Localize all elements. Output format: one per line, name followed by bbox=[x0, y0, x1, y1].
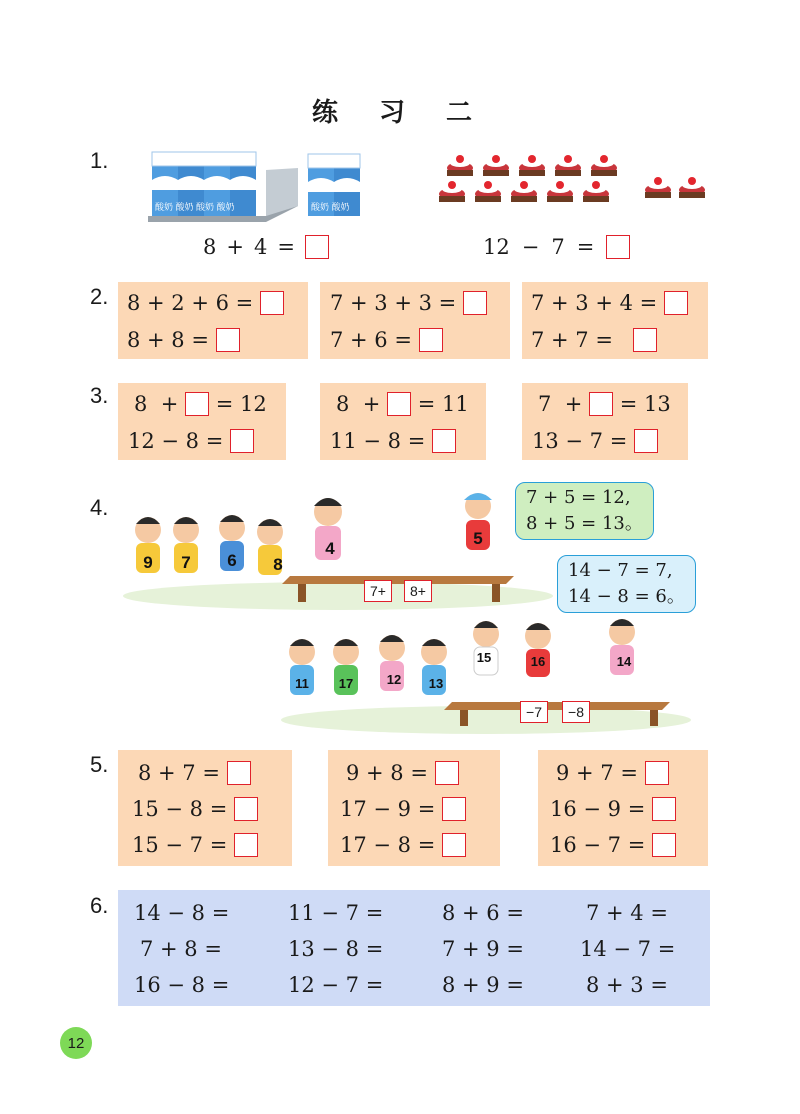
q3-panel-3 bbox=[522, 383, 688, 460]
answer-box[interactable] bbox=[216, 328, 240, 352]
cakes-illustration bbox=[438, 154, 718, 210]
kid-number-17: 17 bbox=[338, 676, 354, 691]
card-plus-7: 7+ bbox=[364, 580, 392, 602]
answer-box[interactable] bbox=[442, 797, 466, 821]
equation-cell: 7 + 8 = bbox=[140, 937, 222, 961]
equation-cell: 14 − 7 = bbox=[580, 937, 676, 961]
equation-cell: 7 + 4 = bbox=[586, 901, 668, 925]
kid-number-9: 9 bbox=[143, 553, 153, 572]
equation-row: 7 + 7 = bbox=[531, 325, 657, 355]
equation-row: 8 + = 11 bbox=[336, 392, 469, 416]
q5-panel-1 bbox=[118, 750, 292, 866]
q2-panel-3 bbox=[522, 282, 708, 359]
kid-number-14: 14 bbox=[616, 654, 632, 669]
answer-box[interactable] bbox=[234, 833, 258, 857]
card-minus-7: −7 bbox=[520, 701, 548, 723]
question-number-3: 3. bbox=[90, 383, 109, 408]
svg-text:酸奶 酸奶: 酸奶 酸奶 bbox=[311, 202, 350, 212]
answer-box[interactable] bbox=[227, 761, 251, 785]
answer-box[interactable] bbox=[234, 797, 258, 821]
answer-box[interactable] bbox=[185, 392, 209, 416]
question-number-6: 6. bbox=[90, 893, 109, 918]
equation-cell: 11 − 7 = bbox=[288, 901, 384, 925]
kid-number-16: 16 bbox=[530, 654, 546, 669]
answer-box[interactable] bbox=[435, 761, 459, 785]
equation-cell: 14 − 8 = bbox=[134, 901, 230, 925]
kid-number-11: 11 bbox=[295, 676, 309, 691]
equation-row: 16 − 9 = bbox=[550, 794, 676, 824]
q6-panel bbox=[118, 890, 710, 1006]
answer-box[interactable] bbox=[463, 291, 487, 315]
q2-panel-2 bbox=[320, 282, 510, 359]
equation-row: 17 − 9 = bbox=[340, 794, 466, 824]
answer-box[interactable] bbox=[442, 833, 466, 857]
equation-row: 8 + 7 = bbox=[138, 758, 251, 788]
page-number-badge: 12 bbox=[60, 1027, 92, 1059]
card-minus-8: −8 bbox=[562, 701, 590, 723]
equation-row: 17 − 8 = bbox=[340, 830, 466, 860]
operand: 8 bbox=[203, 235, 217, 259]
equation-row: 7 + 3 + 3 = bbox=[330, 288, 487, 318]
question-number-1: 1. bbox=[90, 148, 109, 173]
equation-row: 13 − 7 = bbox=[532, 426, 658, 456]
equation-row: 8 + 8 = bbox=[127, 325, 240, 355]
kid-number-5: 5 bbox=[473, 529, 483, 548]
kid-number-4: 4 bbox=[325, 539, 335, 558]
q3-panel-2 bbox=[320, 383, 486, 460]
kid-number-6: 6 bbox=[227, 551, 237, 570]
operand: 12 bbox=[483, 235, 510, 259]
speech-bubble-addition: 7 + 5 = 12, 8 + 5 = 13。 bbox=[515, 482, 654, 540]
answer-box[interactable] bbox=[652, 797, 676, 821]
answer-box[interactable] bbox=[589, 392, 613, 416]
equation-cell: 16 − 8 = bbox=[134, 973, 230, 997]
q1-equation-cakes: 12 − 7 = bbox=[483, 232, 630, 262]
answer-box[interactable] bbox=[664, 291, 688, 315]
equation-row: 9 + 8 = bbox=[346, 758, 459, 788]
answer-box[interactable] bbox=[305, 235, 329, 259]
equation-row: 8 + = 12 bbox=[134, 392, 267, 416]
q3-panel-1 bbox=[118, 383, 286, 460]
equation-cell: 13 − 8 = bbox=[288, 937, 384, 961]
equation-cell: 7 + 9 = bbox=[442, 937, 524, 961]
equation-row: 11 − 8 = bbox=[330, 426, 456, 456]
equation-row: 9 + 7 = bbox=[556, 758, 669, 788]
q5-panel-2 bbox=[328, 750, 500, 866]
answer-box[interactable] bbox=[645, 761, 669, 785]
kid-number-8: 8 bbox=[273, 555, 283, 574]
equation-row: 7 + 3 + 4 = bbox=[531, 288, 688, 318]
kids-scene-top bbox=[118, 480, 558, 610]
question-number-4: 4. bbox=[90, 495, 109, 520]
operator: − bbox=[521, 235, 540, 259]
card-plus-8: 8+ bbox=[404, 580, 432, 602]
answer-box[interactable] bbox=[606, 235, 630, 259]
q5-panel-3 bbox=[538, 750, 708, 866]
operand: 7 bbox=[551, 235, 565, 259]
kid-number-7: 7 bbox=[181, 553, 191, 572]
q2-panel-1 bbox=[118, 282, 308, 359]
answer-box[interactable] bbox=[633, 328, 657, 352]
speech-bubble-subtraction: 14 − 7 = 7, 14 − 8 = 6。 bbox=[557, 555, 696, 613]
answer-box[interactable] bbox=[230, 429, 254, 453]
equation-row: 15 − 7 = bbox=[132, 830, 258, 860]
equation-row: 15 − 8 = bbox=[132, 794, 258, 824]
question-number-2: 2. bbox=[90, 284, 109, 309]
equation-row: 7 + = 13 bbox=[538, 392, 671, 416]
equation-cell: 8 + 3 = bbox=[586, 973, 668, 997]
kid-number-15: 15 bbox=[476, 650, 492, 665]
operator: + bbox=[226, 235, 244, 259]
kid-number-12: 12 bbox=[386, 672, 402, 687]
equation-row: 8 + 2 + 6 = bbox=[127, 288, 284, 318]
equation-cell: 8 + 9 = bbox=[442, 973, 524, 997]
page-title: 练 习 二 bbox=[311, 98, 489, 128]
equation-cell: 8 + 6 = bbox=[442, 901, 524, 925]
equation-row: 7 + 6 = bbox=[330, 325, 443, 355]
operand: 4 bbox=[253, 235, 268, 259]
q1-equation-milk: 8 + 4 = bbox=[203, 232, 329, 262]
kids-scene-bottom bbox=[276, 610, 696, 735]
answer-box[interactable] bbox=[652, 833, 676, 857]
answer-box[interactable] bbox=[260, 291, 284, 315]
equation-row: 16 − 7 = bbox=[550, 830, 676, 860]
answer-box[interactable] bbox=[419, 328, 443, 352]
equation-cell: 12 − 7 = bbox=[288, 973, 384, 997]
equation-row: 12 − 8 = bbox=[128, 426, 254, 456]
milk-label: 酸奶 酸奶 酸奶 酸奶 bbox=[155, 202, 235, 212]
kid-number-13: 13 bbox=[428, 676, 444, 691]
answer-box[interactable] bbox=[634, 429, 658, 453]
milk-cartons-illustration bbox=[148, 150, 388, 222]
question-number-5: 5. bbox=[90, 752, 109, 777]
answer-box[interactable] bbox=[387, 392, 411, 416]
answer-box[interactable] bbox=[432, 429, 456, 453]
